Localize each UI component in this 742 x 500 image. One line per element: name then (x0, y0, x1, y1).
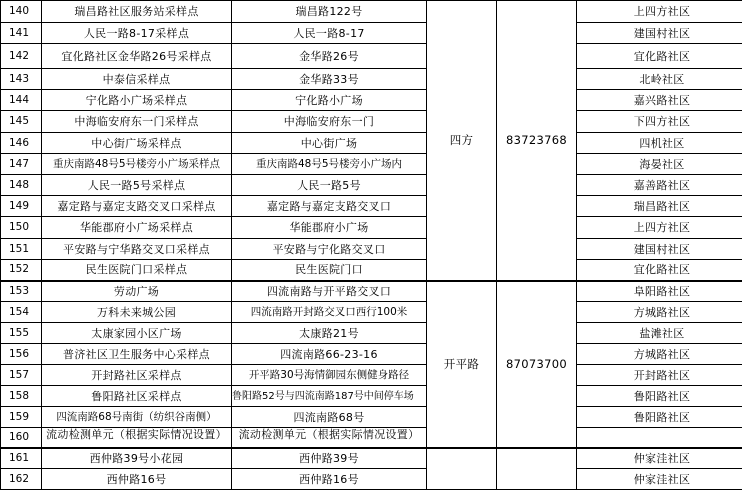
sampling-site-address: 华能郡府小广场 (232, 217, 427, 239)
community-name: 宜化路社区 (577, 44, 742, 69)
table-row (1, 69, 742, 90)
contact-phone (497, 448, 577, 490)
sampling-site-address: 民生医院门口 (232, 260, 427, 281)
table-row (1, 154, 742, 175)
sampling-site-address: 金华路26号 (232, 44, 427, 69)
row-number: 151 (1, 239, 42, 260)
sampling-site-address: 西仲路16号 (232, 469, 427, 490)
sampling-site-name: 四流南路68号南街（纺织谷南侧） (42, 407, 232, 428)
table-row (1, 344, 742, 365)
sampling-site-name: 西仲路16号 (42, 469, 232, 490)
sampling-site-address: 太康路21号 (232, 323, 427, 344)
sampling-site-address: 四流南路与开平路交叉口 (232, 281, 427, 302)
contact-phone: 83723768 (497, 1, 577, 281)
street-name (427, 448, 497, 490)
sampling-site-name: 劳动广场 (42, 281, 232, 302)
community-name: 鲁阳路社区 (577, 407, 742, 428)
sampling-site-name: 中泰信采样点 (42, 69, 232, 90)
sampling-site-address: 四流南路开封路交叉口西行100米 (232, 302, 427, 323)
row-number: 158 (1, 386, 42, 407)
table-row (1, 44, 742, 69)
sampling-site-name: 华能郡府小广场采样点 (42, 217, 232, 239)
row-number: 149 (1, 196, 42, 217)
row-number: 141 (1, 23, 42, 44)
sampling-site-address: 鲁阳路52号与四流南路187号中间停车场 (232, 386, 427, 407)
community-name: 建国村社区 (577, 239, 742, 260)
row-number: 147 (1, 154, 42, 175)
sampling-site-name: 宜化路社区金华路26号采样点 (42, 44, 232, 69)
row-number: 146 (1, 133, 42, 154)
sampling-site-address: 人民一路5号 (232, 175, 427, 196)
sampling-site-address: 重庆南路48号5号楼旁小广场内 (232, 154, 427, 175)
row-number: 157 (1, 365, 42, 386)
row-number: 144 (1, 90, 42, 111)
row-number: 142 (1, 44, 42, 69)
sampling-site-name: 太康家园小区广场 (42, 323, 232, 344)
row-number: 145 (1, 111, 42, 133)
sampling-site-address: 流动检测单元（根据实际情况设置） (232, 428, 427, 448)
table-row (1, 365, 742, 386)
row-number: 140 (1, 1, 42, 23)
community-name: 海晏社区 (577, 154, 742, 175)
community-name: 上四方社区 (577, 217, 742, 239)
sampling-site-name: 万科未来城公园 (42, 302, 232, 323)
table-row (1, 196, 742, 217)
community-name: 开封路社区 (577, 365, 742, 386)
sampling-site-address: 四流南路66-23-16 (232, 344, 427, 365)
sampling-site-address: 四流南路68号 (232, 407, 427, 428)
sampling-site-address: 开平路30号海情御园东侧健身路径 (232, 365, 427, 386)
table-row (1, 448, 742, 469)
sampling-site-name: 鲁阳路社区采样点 (42, 386, 232, 407)
sampling-site-name: 人民一路8-17采样点 (42, 23, 232, 44)
table-row (1, 281, 742, 302)
community-name: 建国村社区 (577, 23, 742, 44)
table-row (1, 469, 742, 490)
table-row (1, 407, 742, 428)
table-row (1, 1, 742, 23)
community-name: 鲁阳路社区 (577, 386, 742, 407)
community-name: 上四方社区 (577, 1, 742, 23)
sampling-site-address: 宁化路小广场 (232, 90, 427, 111)
table-row (1, 23, 742, 44)
table-row (1, 428, 742, 448)
table-row (1, 323, 742, 344)
sampling-site-name: 西仲路39号小花园 (42, 448, 232, 469)
community-name: 仲家洼社区 (577, 469, 742, 490)
sampling-site-address: 人民一路8-17 (232, 23, 427, 44)
sampling-site-address: 嘉定路与嘉定支路交叉口 (232, 196, 427, 217)
table-row (1, 386, 742, 407)
table-row (1, 90, 742, 111)
sampling-site-name: 民生医院门口采样点 (42, 260, 232, 281)
row-number: 156 (1, 344, 42, 365)
community-name (577, 428, 742, 448)
row-number: 162 (1, 469, 42, 490)
sampling-site-name: 开封路社区采样点 (42, 365, 232, 386)
community-name: 嘉兴路社区 (577, 90, 742, 111)
sampling-site-address: 西仲路39号 (232, 448, 427, 469)
row-number: 148 (1, 175, 42, 196)
sampling-site-name: 中海临安府东一门采样点 (42, 111, 232, 133)
sampling-site-name: 瑞昌路社区服务站采样点 (42, 1, 232, 23)
sampling-site-address: 金华路33号 (232, 69, 427, 90)
sampling-site-name: 宁化路小广场采样点 (42, 90, 232, 111)
sampling-site-address: 瑞昌路122号 (232, 1, 427, 23)
sampling-site-address: 中心街广场 (232, 133, 427, 154)
community-name: 四机社区 (577, 133, 742, 154)
community-name: 北岭社区 (577, 69, 742, 90)
sampling-site-address: 平安路与宁化路交叉口 (232, 239, 427, 260)
sampling-site-name: 流动检测单元（根据实际情况设置） (42, 428, 232, 448)
row-number: 143 (1, 69, 42, 90)
street-name: 开平路 (427, 281, 497, 448)
community-name: 嘉善路社区 (577, 175, 742, 196)
sampling-site-name: 普济社区卫生服务中心采样点 (42, 344, 232, 365)
sampling-site-name: 嘉定路与嘉定支路交叉口采样点 (42, 196, 232, 217)
sampling-site-name: 中心街广场采样点 (42, 133, 232, 154)
community-name: 瑞昌路社区 (577, 196, 742, 217)
table-row (1, 217, 742, 239)
community-name: 阜阳路社区 (577, 281, 742, 302)
sampling-site-name: 人民一路5号采样点 (42, 175, 232, 196)
street-name: 四方 (427, 1, 497, 281)
contact-phone: 87073700 (497, 281, 577, 448)
row-number: 154 (1, 302, 42, 323)
row-number: 160 (1, 428, 42, 448)
community-name: 盐滩社区 (577, 323, 742, 344)
row-number: 161 (1, 448, 42, 469)
row-number: 159 (1, 407, 42, 428)
community-name: 方城路社区 (577, 302, 742, 323)
table-row (1, 175, 742, 196)
sampling-site-name: 平安路与宁华路交叉口采样点 (42, 239, 232, 260)
table-row (1, 133, 742, 154)
row-number: 155 (1, 323, 42, 344)
community-name: 方城路社区 (577, 344, 742, 365)
community-name: 下四方社区 (577, 111, 742, 133)
community-name: 仲家洼社区 (577, 448, 742, 469)
sampling-site-name: 重庆南路48号5号楼旁小广场采样点 (42, 154, 232, 175)
row-number: 152 (1, 260, 42, 281)
table-row (1, 111, 742, 133)
row-number: 150 (1, 217, 42, 239)
sampling-site-address: 中海临安府东一门 (232, 111, 427, 133)
row-number: 153 (1, 281, 42, 302)
table-row (1, 302, 742, 323)
table-row (1, 239, 742, 260)
community-name: 宜化路社区 (577, 260, 742, 281)
table-row (1, 260, 742, 281)
